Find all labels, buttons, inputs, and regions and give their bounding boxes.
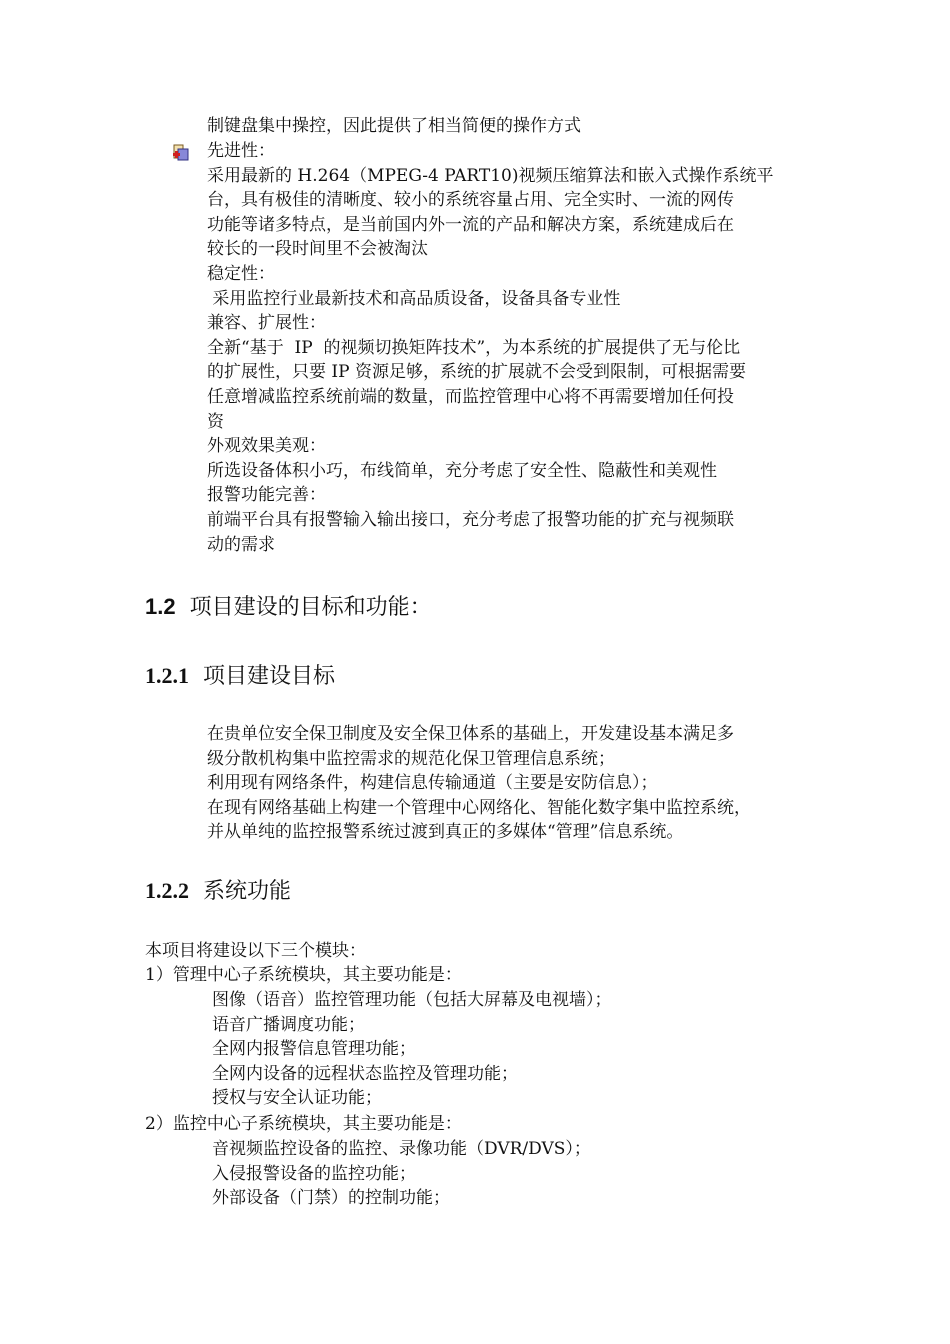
- compat-line: 任意增减监控系统前端的数量，而监控管理中心将不再需要增加任何投: [207, 386, 734, 407]
- advanced-line: 功能等诸多特点，是当前国内外一流的产品和解决方案，系统建成后在: [207, 214, 734, 235]
- module-1-title: 1）管理中心子系统模块，其主要功能是：: [145, 965, 462, 985]
- list-item: 全网内设备的远程状态监控及管理功能；: [212, 1063, 518, 1084]
- goal-line: 在现有网络基础上构建一个管理中心网络化、智能化数字集中监控系统，: [207, 797, 751, 818]
- compat-line: 全新“基于 IP 的视频切换矩阵技术”，为本系统的扩展提供了无与伦比: [207, 337, 741, 358]
- stability-body: 采用监控行业最新技术和高品质设备，设备具备专业性: [207, 288, 621, 309]
- section-title: 项目建设的目标和功能：: [189, 595, 432, 620]
- section-title: 系统功能: [203, 879, 292, 904]
- list-item: 外部设备（门禁）的控制功能；: [212, 1188, 450, 1209]
- advanced-line: 采用最新的 H.264（MPEG-4 PART10)视频压缩算法和嵌入式操作系统平: [207, 165, 774, 186]
- module-1-list: [212, 988, 612, 1111]
- list-item: 入侵报警设备的监控功能；: [212, 1163, 416, 1184]
- stability-title: 稳定性：: [207, 263, 275, 284]
- goal-line: 在贵单位安全保卫制度及安全保卫体系的基础上，开发建设基本满足多: [207, 724, 734, 744]
- section-1-2-2-heading: [145, 874, 291, 905]
- list-item: 授权与安全认证功能；: [212, 1088, 382, 1109]
- module-2-title: 2）监控中心子系统模块，其主要功能是：: [145, 1114, 462, 1134]
- advanced-title: 先进性：: [207, 141, 275, 161]
- goal-line: 利用现有网络条件，构建信息传输通道（主要是安防信息）；: [207, 773, 658, 794]
- section-number: 1.2.1: [145, 663, 189, 688]
- modules-lead: 本项目将建设以下三个模块：: [145, 941, 366, 961]
- alarm-line: 动的需求: [207, 534, 275, 555]
- list-item: 语音广播调度功能；: [212, 1014, 365, 1035]
- advanced-line: 台，具有极佳的清晰度、较小的系统容量占用、完全实时、一流的网传: [207, 190, 734, 211]
- list-item: 图像（语音）监控管理功能（包括大屏幕及电视墙）；: [212, 990, 612, 1010]
- compat-line: 资: [207, 411, 224, 432]
- appearance-body: 所选设备体积小巧，布线简单，充分考虑了安全性、隐蔽性和美观性: [207, 460, 717, 481]
- section-number: 1.2: [145, 594, 176, 619]
- module-2-list: [212, 1137, 591, 1211]
- alarm-line: 前端平台具有报警输入输出接口，充分考虑了报警功能的扩充与视频联: [207, 509, 734, 530]
- compat-line: 的扩展性，只要 IP 资源足够，系统的扩展就不会受到限制，可根据需要: [207, 362, 746, 383]
- list-item: 全网内报警信息管理功能；: [212, 1039, 416, 1060]
- section-1-2-heading: [145, 590, 432, 621]
- goals-block: [207, 722, 812, 845]
- section-1-2-1-heading: [145, 659, 335, 690]
- compat-title: 兼容、扩展性：: [207, 313, 326, 334]
- appearance-title: 外观效果美观：: [207, 436, 326, 457]
- intro-line: 制键盘集中操控，因此提供了相当简便的操作方式: [207, 116, 581, 136]
- section-title: 项目建设目标: [203, 664, 336, 689]
- alarm-title: 报警功能完善：: [207, 485, 326, 506]
- document-bullet-icon: [172, 144, 190, 162]
- section-number: 1.2.2: [145, 878, 189, 903]
- advanced-line: 较长的一段时间里不会被淘汰: [207, 239, 428, 260]
- goal-line: 级分散机构集中监控需求的规范化保卫管理信息系统；: [207, 748, 615, 769]
- list-item: 音视频监控设备的监控、录像功能（DVR/DVS）；: [212, 1139, 591, 1159]
- features-block: [207, 139, 812, 557]
- goal-line: 并从单纯的监控报警系统过渡到真正的多媒体“管理”信息系统。: [207, 822, 684, 843]
